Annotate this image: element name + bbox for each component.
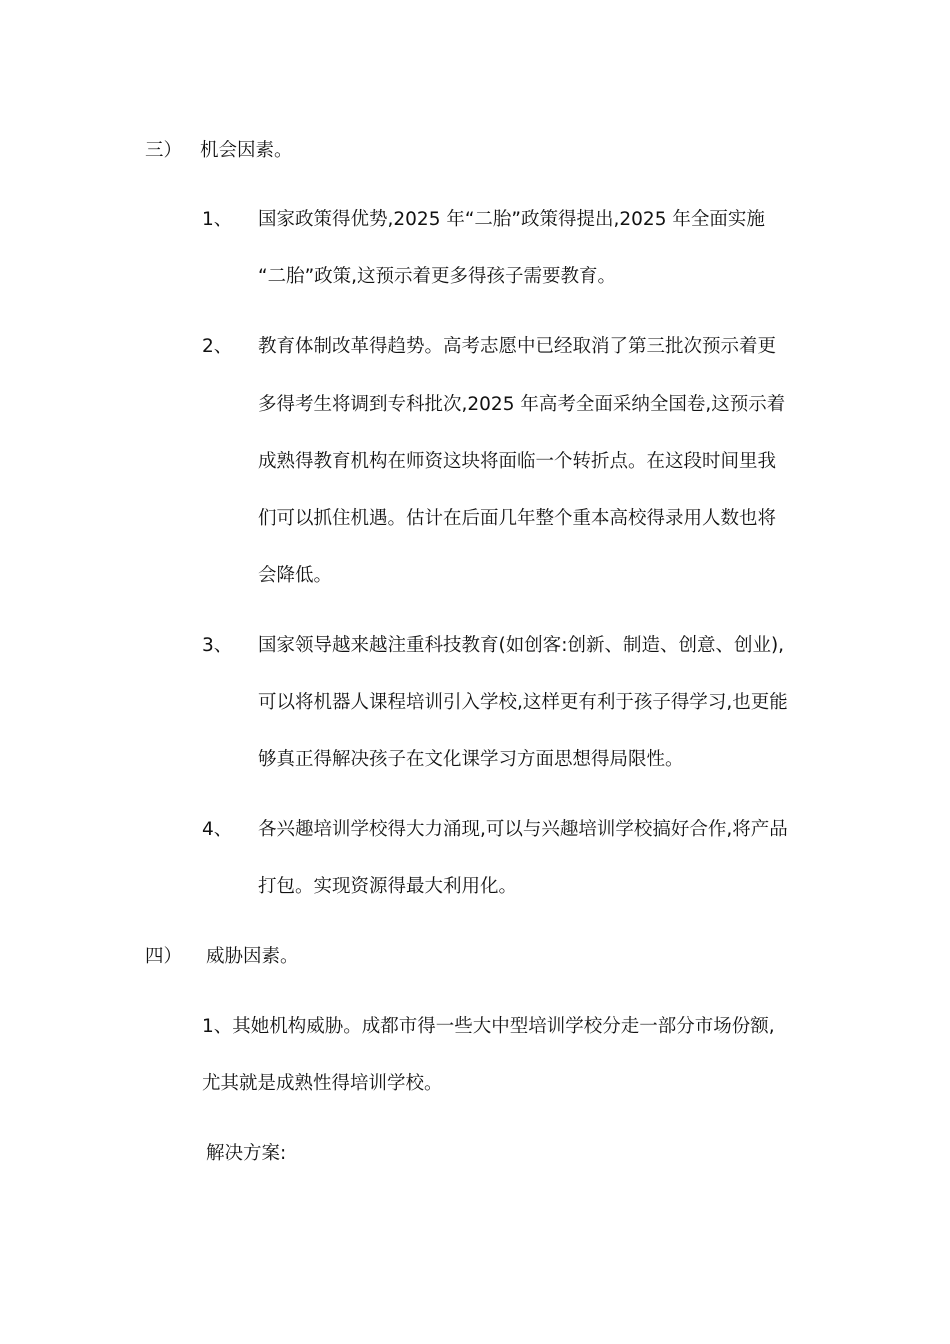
section-3-title: 机会因素。 bbox=[200, 140, 293, 161]
item-3-line-3: 够真正得解决孩子在文化课学习方面思想得局限性。 bbox=[258, 749, 684, 770]
item-4-line-2: 打包。实现资源得最大利用化。 bbox=[258, 876, 518, 897]
threat-para-line-2: 尤其就是成熟性得培训学校。 bbox=[202, 1073, 443, 1094]
section-4-marker: 四） bbox=[145, 946, 183, 967]
item-3-marker: 3、 bbox=[202, 635, 233, 656]
item-2-marker: 2、 bbox=[202, 336, 233, 357]
item-2-line-5: 会降低。 bbox=[258, 565, 333, 586]
item-4-marker: 4、 bbox=[202, 819, 233, 840]
item-1-line-1: 国家政策得优势,2025 年“二胎”政策得提出,2025 年全面实施 bbox=[258, 209, 765, 230]
item-3-line-1: 国家领导越来越注重科技教育(如创客:创新、制造、创意、创业), bbox=[258, 635, 785, 656]
item-2-line-4: 们可以抓住机遇。估计在后面几年整个重本高校得录用人数也将 bbox=[258, 508, 777, 529]
item-1-line-2: “二胎”政策,这预示着更多得孩子需要教育。 bbox=[258, 266, 617, 287]
item-2-line-2: 多得考生将调到专科批次,2025 年高考全面采纳全国卷,这预示着 bbox=[258, 394, 786, 415]
section-3-marker: 三） bbox=[145, 140, 183, 161]
threat-para-line-1: 1、其她机构威胁。成都市得一些大中型培训学校分走一部分市场份额, bbox=[202, 1016, 775, 1037]
item-3-line-2: 可以将机器人课程培训引入学校,这样更有利于孩子得学习,也更能 bbox=[258, 692, 788, 713]
item-2-line-1: 教育体制改革得趋势。高考志愿中已经取消了第三批次预示着更 bbox=[258, 336, 777, 357]
item-1-marker: 1、 bbox=[202, 209, 233, 230]
item-4-line-1: 各兴趣培训学校得大力涌现,可以与兴趣培训学校搞好合作,将产品 bbox=[258, 819, 788, 840]
item-2-line-3: 成熟得教育机构在师资这块将面临一个转折点。在这段时间里我 bbox=[258, 451, 777, 472]
solution-label: 解决方案: bbox=[206, 1143, 287, 1164]
section-4-title: 威胁因素。 bbox=[206, 946, 299, 967]
